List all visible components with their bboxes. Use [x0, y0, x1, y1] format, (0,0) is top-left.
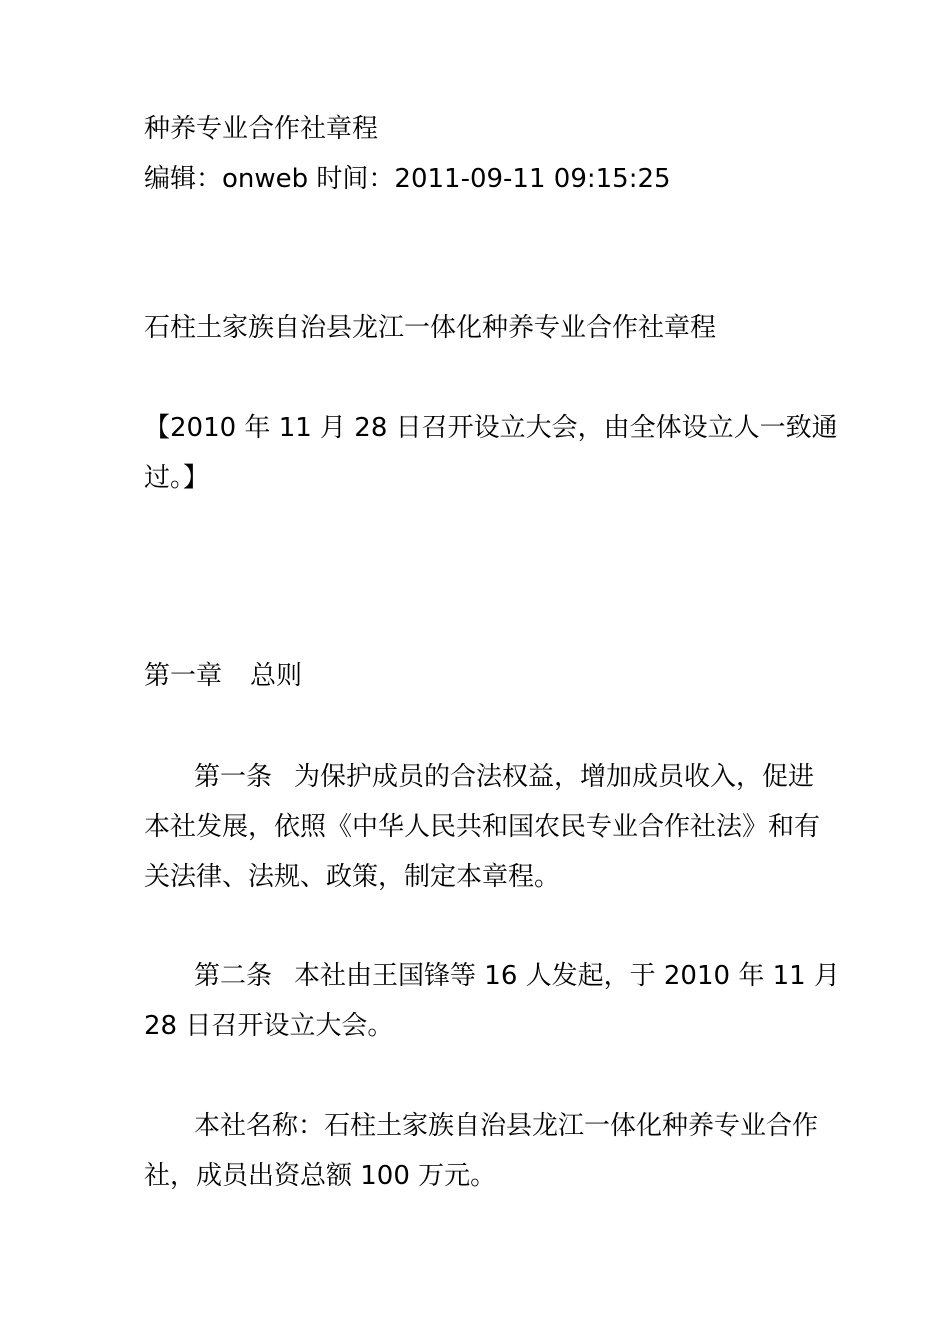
name-paragraph-line2: 社，成员出资总额 100 万元。 — [144, 1161, 497, 1191]
doc-title: 种养专业合作社章程 — [144, 114, 379, 144]
article1-line1 — [194, 752, 814, 802]
meta-line: 编辑：onweb 时间：2011-09-11 09:15:25 — [144, 164, 671, 194]
name-paragraph-line1: 本社名称：石柱土家族自治县龙江一体化种养专业合作 — [194, 1111, 819, 1141]
article2-line1 — [194, 951, 840, 1001]
article2-line2: 28 日召开设立大会。 — [144, 1011, 394, 1041]
adoption-note-line2: 过。】 — [144, 463, 210, 493]
article2-label: 第二条 — [194, 961, 273, 991]
article2-text1: 本社由王国锋等 16 人发起，于 2010 年 11 月 — [294, 961, 840, 991]
article1-line3: 关法律、法规、政策，制定本章程。 — [144, 862, 561, 892]
adoption-note-line1: 【2010 年 11 月 28 日召开设立大会，由全体设立人一致通 — [144, 413, 838, 443]
article1-label: 第一条 — [194, 762, 273, 792]
chapter-number: 第一章 — [144, 661, 223, 691]
full-title: 石柱土家族自治县龙江一体化种养专业合作社章程 — [144, 313, 717, 343]
article1-text1: 为保护成员的合法权益，增加成员收入，促进 — [294, 762, 815, 792]
chapter-name: 总则 — [250, 661, 303, 691]
chapter-heading — [144, 651, 814, 701]
article1-line2: 本社发展，依照《中华人民共和国农民专业合作社法》和有 — [144, 812, 821, 842]
